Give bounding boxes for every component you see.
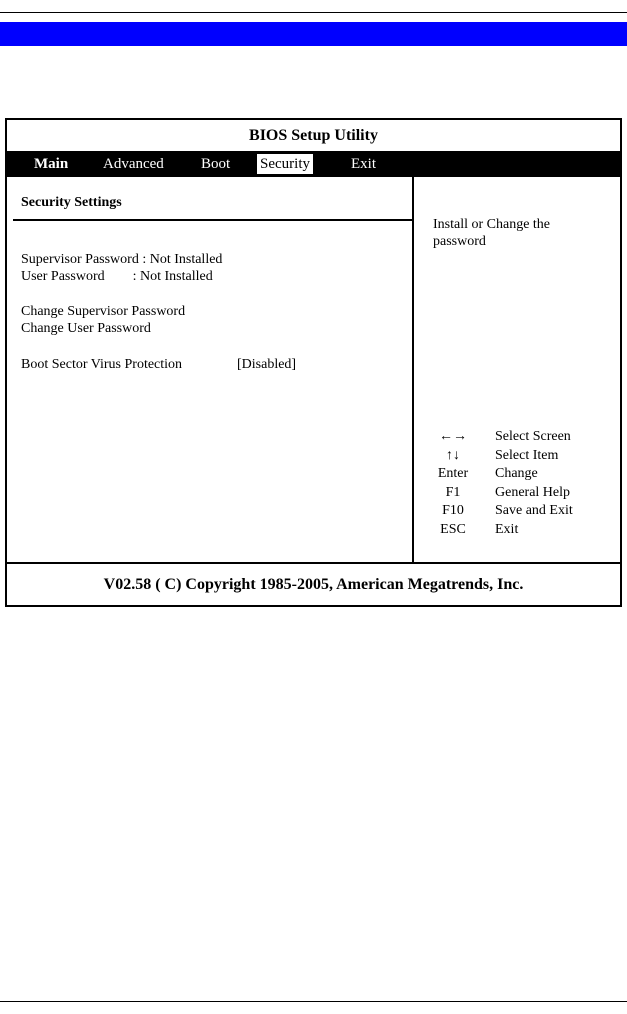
copyright-footer: V02.58 ( C) Copyright 1985-2005, American Megatrends, Inc. [7, 562, 620, 607]
supervisor-password-status: Supervisor Password : Not Installed [21, 252, 223, 267]
change-user-password-item[interactable]: Change User Password [21, 321, 151, 336]
key-name: ESC [440, 521, 466, 537]
key-name: Enter [437, 466, 469, 481]
up-down-arrows-icon: ↑↓ [446, 447, 460, 463]
bios-setup-window [5, 118, 622, 607]
settings-pane [7, 177, 412, 562]
menu-bar [7, 151, 620, 177]
key-description: Change [495, 466, 538, 481]
boot-sector-virus-protection-label: Boot Sector Virus Protection [21, 357, 183, 372]
help-pane [412, 177, 622, 562]
change-supervisor-password-item[interactable]: Change Supervisor Password [21, 304, 186, 319]
tab-exit[interactable]: Exit [351, 156, 376, 172]
key-description: General Help [495, 484, 571, 500]
header-banner [0, 22, 627, 46]
tab-main[interactable]: Main [34, 156, 69, 172]
section-divider [13, 219, 412, 221]
left-right-arrows-icon: ←→ [439, 429, 467, 444]
key-description: Select Screen [495, 429, 571, 444]
bottom-rule [0, 1001, 627, 1002]
key-name: F1 [445, 484, 461, 500]
top-rule [0, 12, 627, 13]
tab-boot[interactable]: Boot [201, 156, 231, 172]
key-name: F10 [442, 503, 464, 518]
key-description: Select Item [495, 447, 559, 463]
key-description: Save and Exit [495, 503, 573, 518]
boot-sector-virus-protection-value[interactable]: [Disabled] [237, 357, 297, 372]
key-description: Exit [495, 521, 519, 537]
user-password-status: User Password : Not Installed [21, 269, 213, 284]
tab-advanced[interactable]: Advanced [103, 156, 164, 172]
help-text: Install or Change the password [433, 217, 551, 249]
section-title: Security Settings [21, 195, 122, 210]
tab-security[interactable]: Security [256, 153, 314, 175]
bios-title: BIOS Setup Utility [249, 127, 378, 144]
